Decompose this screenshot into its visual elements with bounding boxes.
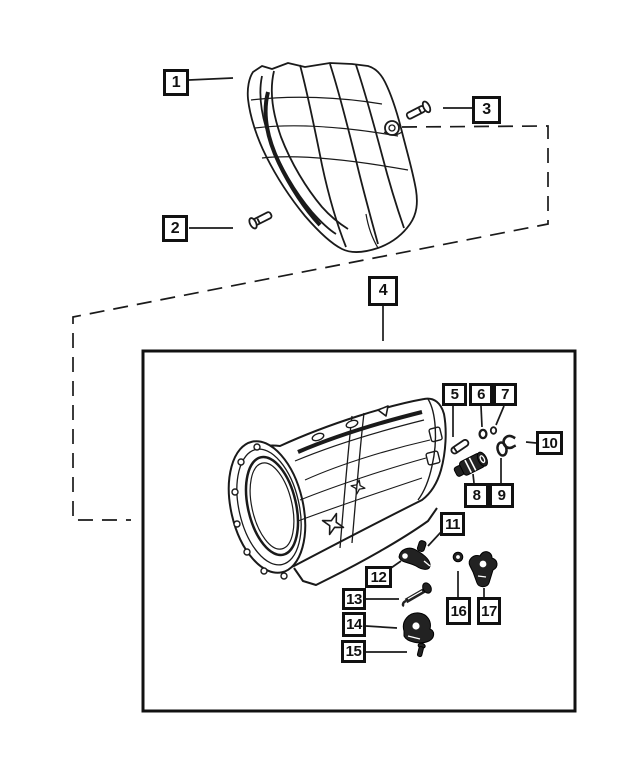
detent-lever-14-icon <box>403 613 433 643</box>
sensor-17-icon <box>469 552 497 587</box>
callout-2[interactable]: 2 <box>162 215 188 242</box>
callout-8[interactable]: 8 <box>464 483 489 508</box>
callout-5[interactable]: 5 <box>442 383 467 406</box>
callout-14[interactable]: 14 <box>342 612 366 637</box>
callout-3[interactable]: 3 <box>472 96 501 124</box>
grommet-16-icon <box>453 552 463 562</box>
stud-bolt-13-icon <box>403 581 433 606</box>
callout-7[interactable]: 7 <box>493 383 517 406</box>
o-ring-6-icon <box>480 430 487 438</box>
screw-15-icon <box>416 642 426 657</box>
callout-6[interactable]: 6 <box>469 383 493 406</box>
callout-15[interactable]: 15 <box>341 640 366 663</box>
o-ring-9-icon <box>496 442 507 457</box>
callout-13[interactable]: 13 <box>342 588 366 610</box>
callout-4[interactable]: 4 <box>368 276 398 306</box>
plug-11-icon <box>417 540 427 552</box>
callout-11[interactable]: 11 <box>440 512 465 536</box>
callout-16[interactable]: 16 <box>446 597 471 625</box>
snap-ring-10-icon <box>504 436 516 448</box>
bracket-12-icon <box>399 548 430 569</box>
callout-17[interactable]: 17 <box>477 597 501 625</box>
callout-12[interactable]: 12 <box>365 566 392 588</box>
upper-transmission-case-drawing <box>248 63 417 252</box>
solenoid-8-icon <box>452 451 489 480</box>
dowel-pin-5-icon <box>450 439 469 455</box>
callout-10[interactable]: 10 <box>536 431 563 455</box>
callout-1[interactable]: 1 <box>163 69 189 96</box>
bolt-3-icon <box>405 100 432 121</box>
callout-9[interactable]: 9 <box>489 483 514 508</box>
bolt-2-icon <box>248 209 274 229</box>
o-ring-7-icon <box>491 427 496 434</box>
